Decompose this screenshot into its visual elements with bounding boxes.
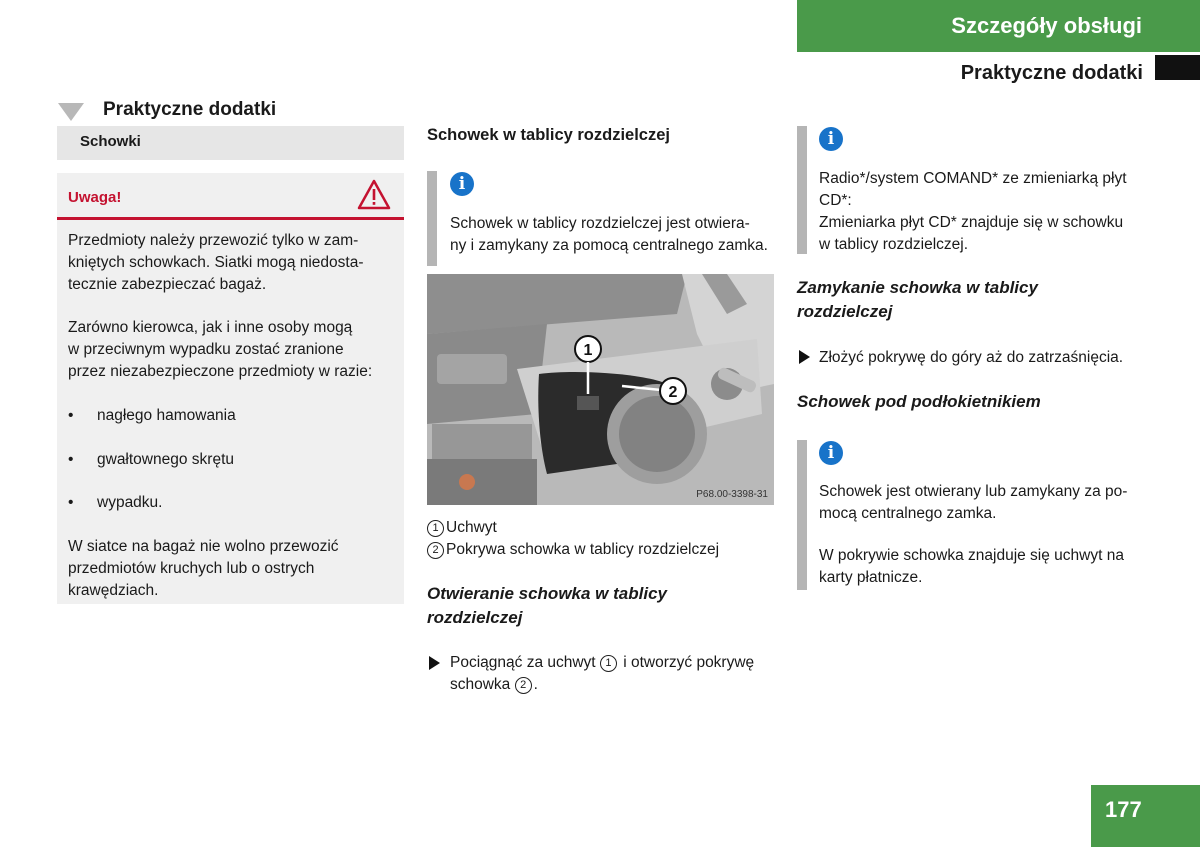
text-line: Schowek jest otwierany lub zamykany za po-: [819, 483, 1128, 500]
legend-item: [427, 517, 497, 539]
legend-text: Pokrywa schowka w tablicy rozdzielczej: [446, 541, 720, 558]
legend-text: Uchwyt: [446, 519, 497, 536]
text-line: rozdzielczej: [797, 302, 893, 321]
info-text: [819, 545, 1159, 589]
text-line: przedmiotów kruchych lub o ostrych: [68, 560, 315, 577]
page-number: 177: [1105, 797, 1142, 822]
text-line: przez niezabezpieczone przedmioty w razie:: [68, 363, 373, 380]
open-step: [450, 652, 780, 696]
text-line: CD*:: [819, 192, 852, 209]
glovebox-photo: [427, 274, 774, 505]
legend-number: 2: [427, 542, 444, 559]
legend-item: [427, 539, 719, 561]
subsection-title: Schowki: [80, 133, 141, 150]
bullet-dot: •: [68, 451, 74, 468]
info-icon: i: [450, 172, 474, 196]
info-bar: [427, 171, 437, 266]
text-line: mocą centralnego zamka.: [819, 505, 997, 522]
legend-number: 1: [427, 520, 444, 537]
text-line: W pokrywie schowka znajduje się uchwyt na: [819, 547, 1124, 564]
warning-header: [57, 173, 404, 220]
text-line: Zmieniarka płyt CD* znajduje się w schowku: [819, 214, 1124, 231]
info-bar: [797, 126, 807, 254]
page-subtitle: Praktyczne dodatki: [960, 62, 1143, 84]
bullet-arrow-icon: [429, 656, 440, 670]
armrest-heading: Schowek pod podłokietnikiem: [797, 392, 1041, 411]
warning-paragraph-2: [68, 317, 393, 383]
section-triangle-icon: [58, 103, 84, 121]
ref-number: 1: [600, 655, 617, 672]
step-text: i otworzyć pokrywę: [623, 654, 755, 671]
chapter-tab: [797, 0, 1200, 52]
step-text: schowka: [450, 676, 511, 693]
bullet-arrow-icon: [799, 350, 810, 364]
text-line: Radio*/system COMAND* ze zmieniarką płyt: [819, 170, 1127, 187]
callout-1-label: 1: [583, 342, 593, 359]
list-item-text: nagłego hamowania: [97, 407, 236, 424]
list-item-text: wypadku.: [97, 494, 163, 511]
text-line: Przedmioty należy przewozić tylko w zam-: [68, 232, 359, 249]
open-heading: [427, 582, 667, 630]
page-number-tab: [1091, 785, 1200, 847]
text-line: Zamykanie schowka w tablicy: [797, 278, 1038, 297]
text-line: ny i zamykany za pomocą centralnego zamka.: [450, 237, 768, 254]
text-line: w przeciwnym wypadku zostać zranione: [68, 341, 344, 358]
glovebox-heading: Schowek w tablicy rozdzielczej: [427, 126, 670, 144]
text-line: krawędziach.: [68, 582, 159, 599]
info-bar: [797, 440, 807, 590]
text-line: Zarówno kierowca, jak i inne osoby mogą: [68, 319, 353, 336]
list-item-text: gwałtownego skrętu: [97, 451, 234, 468]
text-line: karty płatnicze.: [819, 569, 923, 586]
ref-number: 2: [515, 677, 532, 694]
warning-paragraph-3: [68, 536, 393, 602]
info-text: [819, 481, 1159, 525]
photo-code: P68.00-3398-31: [696, 489, 768, 500]
text-line: kniętych schowkach. Siatki mogą niedosta-: [68, 254, 364, 271]
text-line: tecznie zabezpieczać bagaż.: [68, 276, 267, 293]
warning-triangle-icon: [356, 178, 392, 212]
warning-title: Uwaga!: [68, 189, 122, 206]
close-step: Złożyć pokrywę do góry aż do zatrzaśnięcia.: [819, 349, 1124, 366]
text-line: Schowek w tablicy rozdzielczej jest otwiera-: [450, 215, 750, 232]
warning-paragraph-1: [68, 230, 393, 296]
bullet-dot: •: [68, 494, 74, 511]
warning-box: [57, 173, 404, 604]
info-text: [819, 168, 1159, 256]
section-title: Praktyczne dodatki: [103, 99, 277, 120]
info-icon: i: [819, 127, 843, 151]
text-line: W siatce na bagaż nie wolno przewozić: [68, 538, 339, 555]
callout-2-label: 2: [668, 384, 678, 401]
step-text: Pociągnąć za uchwyt: [450, 654, 596, 671]
text-line: rozdzielczej: [427, 608, 523, 627]
subsection-bar: [57, 126, 404, 160]
step-text: .: [533, 676, 538, 693]
chapter-title: Szczegóły obsługi: [951, 13, 1142, 38]
text-line: [450, 674, 780, 696]
close-heading: [797, 276, 1038, 324]
info-text: [450, 213, 780, 257]
info-icon: i: [819, 441, 843, 465]
text-line: Otwieranie schowka w tablicy: [427, 584, 667, 603]
header-marker: [1155, 55, 1200, 80]
text-line: w tablicy rozdzielczej.: [819, 236, 969, 253]
text-line: [450, 652, 780, 674]
bullet-dot: •: [68, 407, 74, 424]
